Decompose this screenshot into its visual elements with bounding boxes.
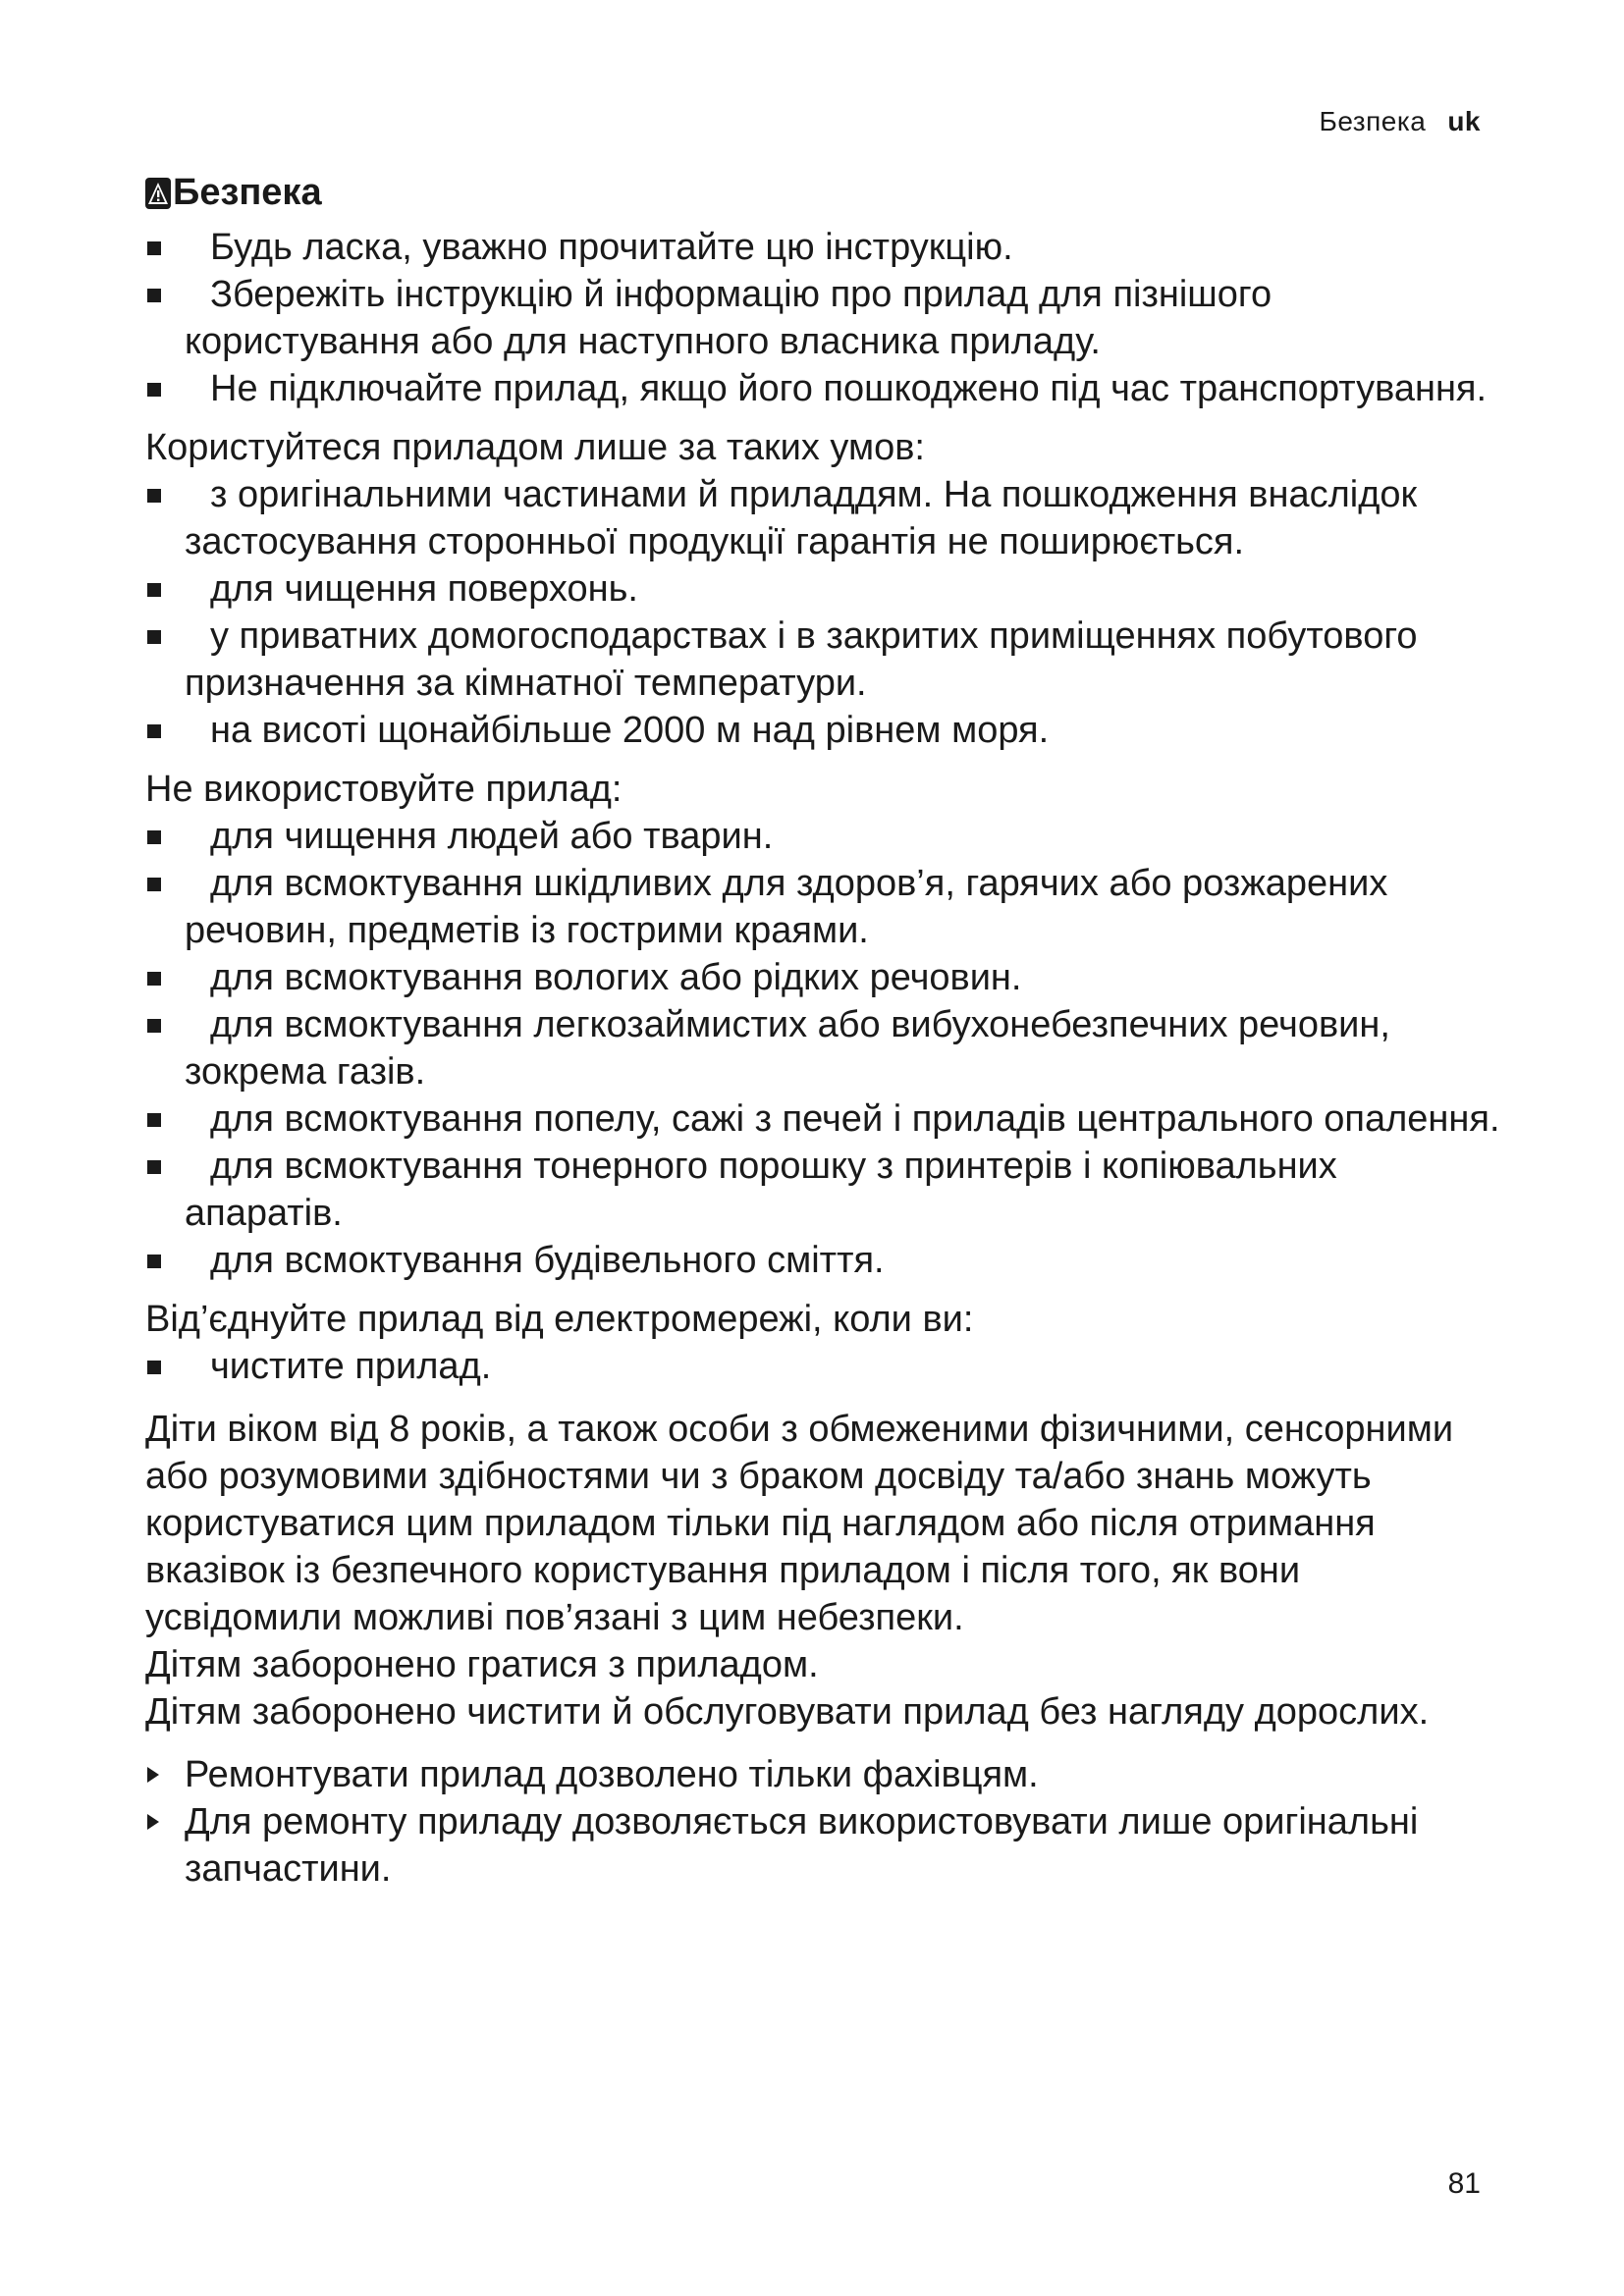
list-item	[145, 471, 1500, 565]
list-item	[145, 613, 1500, 707]
list-item-text: для всмоктування будівельного сміття.	[210, 1240, 885, 1281]
children-clean-note: Дітям заборонено чистити й обслуговувати прилад без нагляду дорослих.	[145, 1691, 1430, 1733]
list-item-text: на висоті щонайбільше 2000 м над рівнем моря.	[210, 710, 1050, 751]
list-item	[145, 1343, 1500, 1390]
header-language: uk	[1447, 106, 1481, 136]
list-item	[145, 860, 1500, 954]
use-conditions-list	[145, 471, 1500, 754]
list-item	[145, 707, 1500, 754]
list-item-text: для всмоктування шкідливих для здоров’я, гарячих або розжарених речовин, предметів із гострими краями.	[185, 863, 1388, 951]
running-header	[1319, 106, 1481, 137]
page-number: 81	[1447, 2167, 1481, 2200]
section-title-text: Безпека	[173, 172, 322, 213]
arrow-right-icon	[147, 1814, 159, 1830]
list-item-text: для чищення людей або тварин.	[210, 816, 774, 857]
list-item	[145, 1751, 1500, 1798]
list-item-text: Будь ласка, уважно прочитайте цю інструкцію.	[210, 227, 1013, 268]
list-item-text: з оригінальними частинами й приладдям. На пошкодження внаслідок застосування сторонньої продукції гарантія не поширюється.	[185, 474, 1418, 562]
list-item	[145, 224, 1500, 271]
list-item	[145, 271, 1500, 365]
disconnect-lead: Від’єднуйте прилад від електромережі, коли ви:	[145, 1299, 974, 1340]
children-play-note: Дітям заборонено гратися з приладом.	[145, 1644, 819, 1685]
list-item-text: для всмоктування вологих або рідких речовин.	[210, 957, 1022, 998]
list-item	[145, 365, 1500, 412]
list-item	[145, 565, 1500, 613]
list-item-text: Для ремонту приладу дозволяється використовувати лише оригінальні запчастини.	[185, 1801, 1419, 1890]
use-conditions-lead: Користуйтеся приладом лише за таких умов:	[145, 427, 925, 468]
list-item	[145, 1798, 1500, 1893]
header-section: Безпека	[1319, 106, 1427, 136]
disconnect-list	[145, 1343, 1500, 1390]
do-not-use-list	[145, 813, 1500, 1284]
children-paragraph: Діти віком від 8 років, а також особи з обмеженими фізичними, сенсорними або розумовими здібностями чи з браком досвіду та/або знань можуть користуватися цим приладом тільки під наглядом або після отримання вказівок із безпечного користування приладом і після того, як вони усвідомили можливі пов’язані з цим небезпеки.	[145, 1409, 1454, 1638]
list-item-text: для чищення поверхонь.	[210, 568, 638, 610]
safety-content	[145, 169, 1500, 1893]
list-item-text: для всмоктування легкозаймистих або вибухонебезпечних речовин, зокрема газів.	[185, 1004, 1390, 1093]
arrow-right-icon	[147, 1767, 159, 1783]
list-item	[145, 1237, 1500, 1284]
intro-list	[145, 224, 1500, 412]
list-item-text: Збережіть інструкцію й інформацію про прилад для пізнішого користування або для наступного власника приладу.	[185, 274, 1272, 362]
list-item	[145, 954, 1500, 1001]
list-item	[145, 1095, 1500, 1143]
list-item-text: у приватних домогосподарствах і в закритих приміщеннях побутового призначення за кімнатної температури.	[185, 615, 1418, 704]
warning-icon	[145, 174, 171, 211]
list-item	[145, 1143, 1500, 1237]
list-item-text: для всмоктування попелу, сажі з печей і приладів центрального опалення.	[210, 1098, 1500, 1140]
section-title	[145, 169, 1500, 216]
list-item-text: Не підключайте прилад, якщо його пошкоджено під час транспортування.	[210, 368, 1488, 409]
repair-list	[145, 1751, 1500, 1893]
do-not-use-lead: Не використовуйте прилад:	[145, 769, 623, 810]
list-item-text: для всмоктування тонерного порошку з принтерів і копіювальних апаратів.	[185, 1146, 1337, 1234]
list-item	[145, 1001, 1500, 1095]
list-item-text: Ремонтувати прилад дозволено тільки фахівцям.	[185, 1754, 1039, 1795]
list-item	[145, 813, 1500, 860]
list-item-text: чистите прилад.	[210, 1346, 492, 1387]
